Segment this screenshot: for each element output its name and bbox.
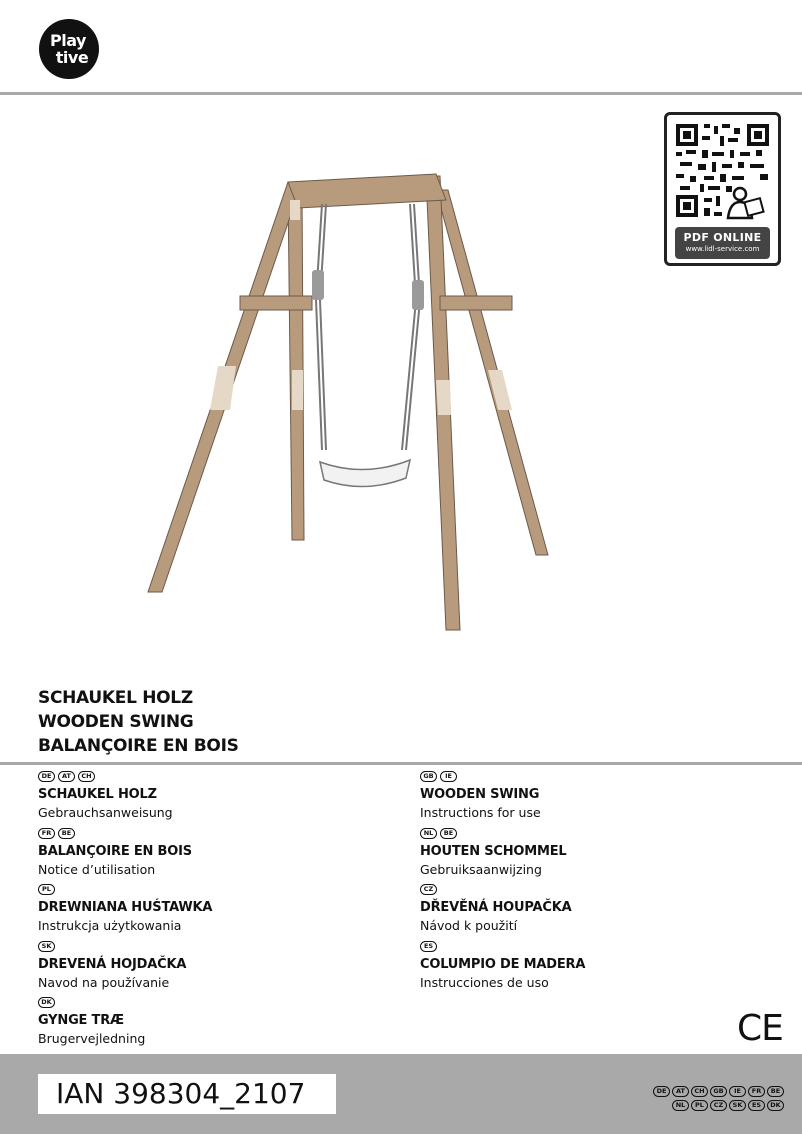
country-badge: DK xyxy=(38,997,55,1008)
country-badge: CH xyxy=(691,1086,708,1097)
logo-text-tive: tive xyxy=(55,48,89,67)
country-badges xyxy=(38,884,212,896)
country-badge: DE xyxy=(653,1086,670,1097)
language-entry xyxy=(38,771,212,828)
language-subtitle: Návod k použití xyxy=(420,918,518,933)
pdf-online-qr[interactable] xyxy=(664,112,781,266)
country-badge: BE xyxy=(767,1086,784,1097)
language-subtitle: Gebrauchsanweisung xyxy=(38,805,173,820)
footer-badge-row xyxy=(614,1100,784,1111)
country-badges xyxy=(420,884,585,896)
language-entry xyxy=(420,828,585,885)
language-title: BALANÇOIRE EN BOIS xyxy=(38,843,192,859)
footer-country-badges xyxy=(614,1086,784,1114)
country-badge: FR xyxy=(38,828,55,839)
mid-divider xyxy=(0,762,802,765)
country-badge: BE xyxy=(440,828,457,839)
product-title-de: SCHAUKEL HOLZ xyxy=(38,688,193,708)
country-badge: SK xyxy=(729,1100,746,1111)
language-subtitle: Notice d’utilisation xyxy=(38,861,156,877)
country-badge: ES xyxy=(420,941,437,952)
country-badges xyxy=(420,828,585,840)
swing-illustration xyxy=(140,160,560,640)
language-subtitle: Instrucciones de uso xyxy=(420,974,549,990)
country-badge: FR xyxy=(748,1086,765,1097)
country-badge: ES xyxy=(748,1100,765,1111)
language-title: DŘEVĚNÁ HOUPAČKA xyxy=(420,900,572,915)
country-badges xyxy=(38,941,212,953)
country-badge: GB xyxy=(710,1086,727,1097)
country-badge: AT xyxy=(672,1086,689,1097)
language-entry xyxy=(38,941,212,998)
language-title: SCHAUKEL HOLZ xyxy=(38,787,157,802)
country-badge: SK xyxy=(38,941,55,952)
country-badge: CZ xyxy=(710,1100,727,1111)
product-title-fr: BALANÇOIRE EN BOIS xyxy=(38,736,239,756)
country-badge: CH xyxy=(78,771,95,782)
country-badges xyxy=(38,997,212,1009)
language-subtitle: Instrukcja użytkowania xyxy=(38,918,182,933)
country-badge: AT xyxy=(58,771,75,782)
language-title: GYNGE TRÆ xyxy=(38,1013,124,1028)
top-divider xyxy=(0,92,802,95)
logo-text-play: Play xyxy=(50,31,86,50)
pdf-online-url: www.lidl-service.com xyxy=(685,245,760,253)
country-badge: IE xyxy=(729,1086,746,1097)
language-subtitle: Brugervejledning xyxy=(38,1031,146,1046)
language-entry xyxy=(420,884,585,941)
ce-mark: CE xyxy=(737,1008,783,1049)
country-badge: CZ xyxy=(420,884,437,895)
language-title: COLUMPIO DE MADERA xyxy=(420,956,586,972)
language-entry xyxy=(420,771,585,828)
country-badge: IE xyxy=(440,771,457,782)
country-badges xyxy=(38,771,212,783)
pdf-online-badge xyxy=(675,227,770,259)
product-titles xyxy=(38,686,239,758)
footer-bar xyxy=(0,1054,802,1134)
pdf-online-title: PDF ONLINE xyxy=(683,231,762,244)
country-badge: NL xyxy=(420,828,437,839)
language-column-left xyxy=(38,771,212,1054)
language-entry xyxy=(38,828,212,885)
country-badge: DE xyxy=(38,771,55,782)
language-entry xyxy=(38,997,212,1054)
country-badges xyxy=(38,828,212,840)
qr-code-icon xyxy=(676,124,769,224)
language-title: HOUTEN SCHOMMEL xyxy=(420,843,567,859)
product-title-gb: WOODEN SWING xyxy=(38,712,194,732)
language-column-right xyxy=(420,771,585,997)
country-badges xyxy=(420,771,585,783)
language-entry xyxy=(420,941,585,998)
country-badge: DK xyxy=(767,1100,784,1111)
country-badge: NL xyxy=(672,1100,689,1111)
footer-badge-row xyxy=(614,1086,784,1097)
language-title: DREVENÁ HOJDAČKA xyxy=(38,956,187,972)
language-subtitle: Navod na používanie xyxy=(38,974,170,990)
language-entry xyxy=(38,884,212,941)
playtive-logo xyxy=(39,19,99,79)
language-title: DREWNIANA HUŚTAWKA xyxy=(38,900,213,915)
ian-number: IAN 398304_2107 xyxy=(38,1074,336,1114)
country-badge: PL xyxy=(38,884,55,895)
language-title: WOODEN SWING xyxy=(420,787,540,802)
country-badges xyxy=(420,941,585,953)
language-subtitle: Gebruiksaanwijzing xyxy=(420,861,542,877)
country-badge: GB xyxy=(420,771,437,782)
country-badge: BE xyxy=(58,828,75,839)
country-badge: PL xyxy=(691,1100,708,1111)
language-subtitle: Instructions for use xyxy=(420,805,541,820)
